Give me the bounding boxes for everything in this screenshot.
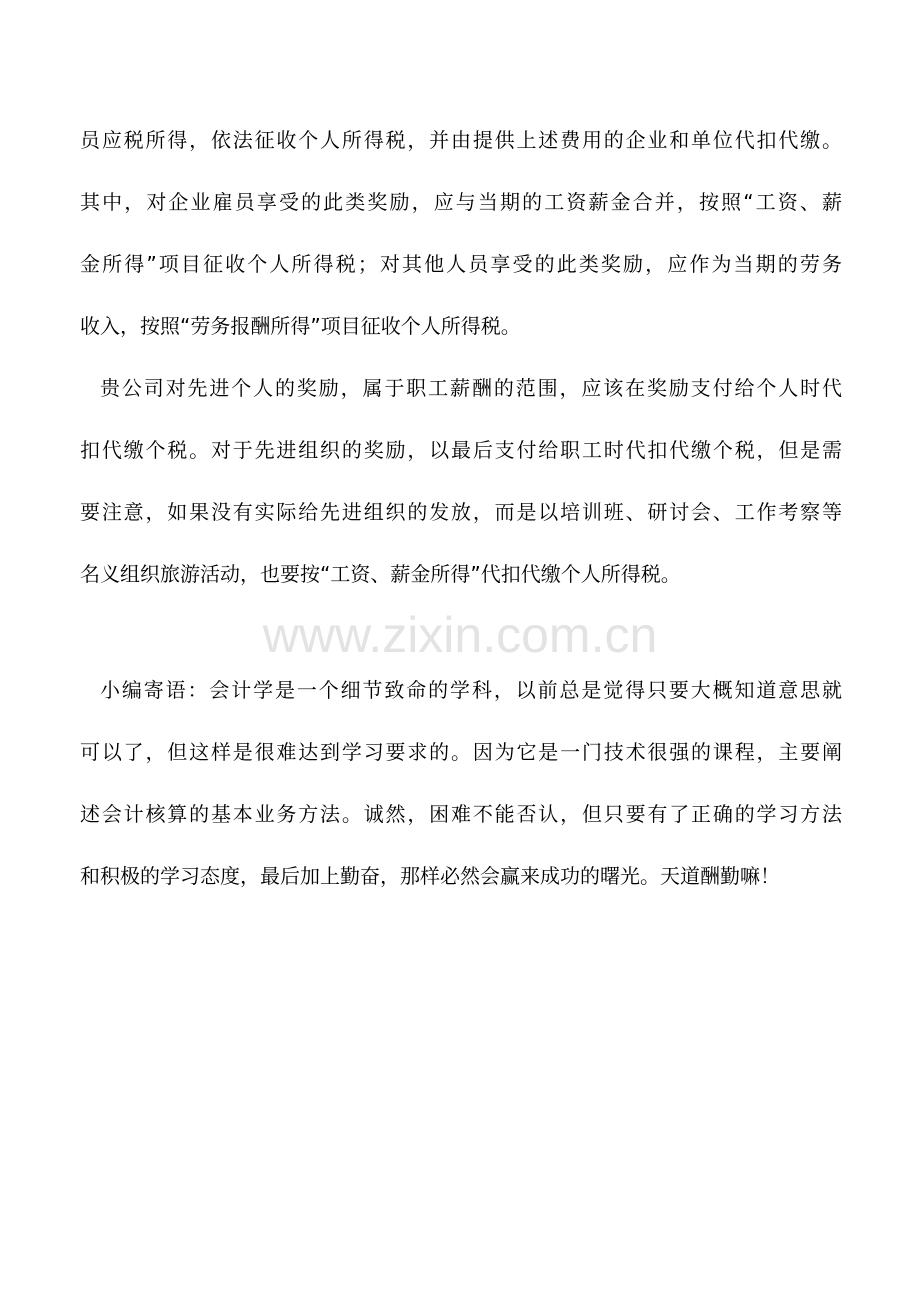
paragraph-line: 述会计核算的基本业务方法。诚然，困难不能否认，但只要有了正确的学习方法 — [80, 802, 842, 826]
paragraph-line: 和积极的学习态度，最后加上勤奋，那样必然会赢来成功的曙光。天道酬勤嘛！ — [80, 864, 780, 888]
paragraph-line: 可以了，但这样是很难达到学习要求的。因为它是一门技术很强的课程，主要阐 — [80, 740, 842, 764]
paragraph-line: 名义组织旅游活动，也要按“工资、薪金所得”代扣代缴个人所得税。 — [80, 562, 681, 586]
paragraph-company-rewards — [80, 357, 842, 605]
paragraph-line: 要注意，如果没有实际给先进组织的发放，而是以培训班、研讨会、工作考察等 — [80, 500, 842, 524]
paragraph-line: 扣代缴个税。对于先进组织的奖励，以最后支付给职工时代扣代缴个税，但是需 — [80, 438, 842, 462]
paragraph-tax-withholding — [80, 109, 842, 357]
paragraph-editor-note — [80, 659, 842, 907]
paragraph-line: 小编寄语：会计学是一个细节致命的学科，以前总是觉得只要大概知道意思就 — [100, 678, 842, 702]
paragraph-line: 金所得”项目征收个人所得税；对其他人员享受的此类奖励，应作为当期的劳务 — [80, 252, 842, 276]
watermark: www.zixin.com.cn — [262, 607, 658, 663]
paragraph-line: 贵公司对先进个人的奖励，属于职工薪酬的范围，应该在奖励支付给个人时代 — [100, 376, 842, 400]
paragraph-line: 员应税所得，依法征收个人所得税，并由提供上述费用的企业和单位代扣代缴。 — [80, 128, 842, 152]
paragraph-line: 其中，对企业雇员享受的此类奖励，应与当期的工资薪金合并，按照“工资、薪 — [80, 190, 842, 214]
paragraph-line: 收入，按照“劳务报酬所得”项目征收个人所得税。 — [80, 314, 521, 338]
